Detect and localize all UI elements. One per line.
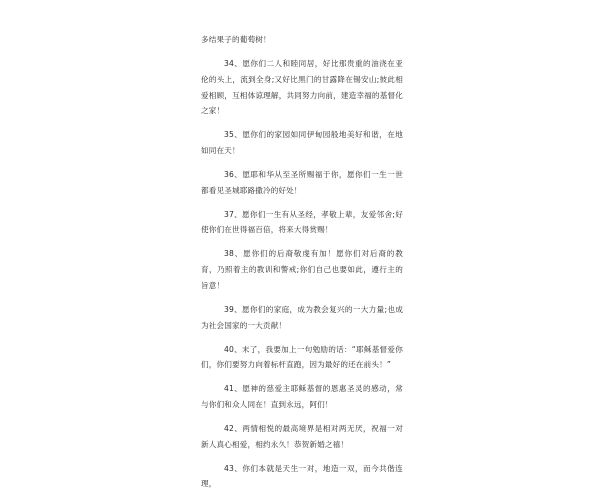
blessing-43: 43、你们本就是天生一对，地造一双，而今共偕连理， — [201, 463, 403, 489]
blessing-39: 39、愿你们的家庭，成为教会复兴的一大力量;也成为社会国家的一大贡献！ — [201, 304, 403, 330]
blessing-40: 40、末了，我要加上一句勉励的话：“耶稣基督爱你们，你们要努力向着标杆直跑，因为最好的还在前头！” — [201, 344, 403, 370]
blessing-34: 34、愿你们二人和睦同居，好比那贵重的油浇在亚伦的头上，流到全身;又好比黑门的甘露降在锡安山;彼此相爱相顾，互相体谅理解，共同努力向前，建造幸福的基督化之家！ — [201, 58, 403, 116]
blessing-36: 36、愿耶和华从至圣所赐福于你，愿你们一生一世都看见圣城耶路撒冷的好处！ — [201, 169, 403, 195]
wedding-blessings-text — [201, 32, 403, 492]
blessing-42: 42、两情相悦的最高境界是相对两无厌，祝福一对新人真心相爱，相约永久！恭贺新婚之禧！ — [201, 423, 403, 449]
paragraph-continuation: 多结果子的葡萄树！ — [201, 35, 271, 44]
blessing-35: 35、愿你们的家园如同伊甸园般地美好和谐，在地如同在天！ — [201, 130, 403, 156]
blessing-37: 37、愿你们一生有从圣经，孝敬上辈，友爱邻舍;好使你们在世得福百倍，将来大得赏赐！ — [201, 209, 403, 235]
blessing-38: 38、愿你们的后裔敬虔有加！愿你们对后裔的教育，乃照着主的教训和警戒;你们自己也要如此，遵行主的旨意！ — [201, 249, 403, 290]
blessing-41: 41、愿神的慈爱主耶稣基督的恩惠圣灵的感动，常与你们和众人同在！直到永远，阿们！ — [201, 384, 403, 410]
